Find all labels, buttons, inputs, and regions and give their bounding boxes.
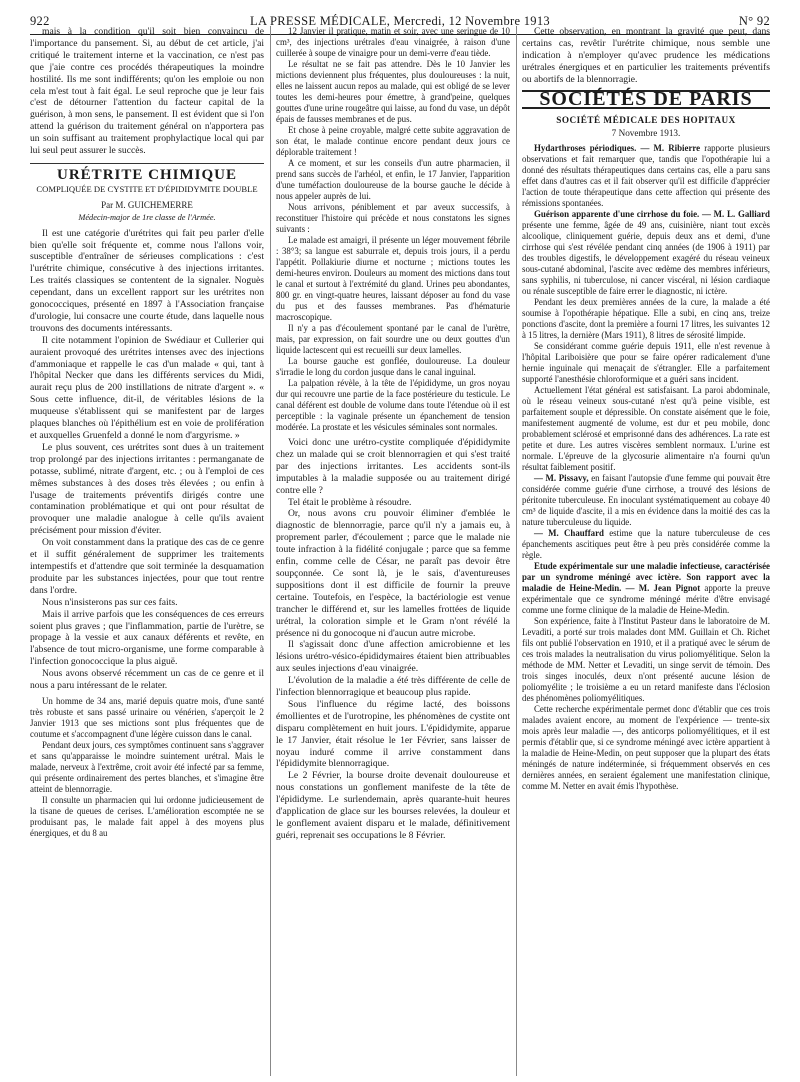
column-rule [516,26,517,1076]
case-report [30,696,264,839]
paragraph: Le plus souvent, ces urétrites sont dues à un traitement trop prolongé par des injections irritantes : permanganate de potasse, sublimé, nitrate d'argent, etc. ; ou à l'emploi de ces mêmes substances à des doses très élevées ; ou enfin à l'usage de traitements préventifs dirigés contre une contamination problématique et qui ont pour résultat de provoquer une maladie analogue à celle qu'ils avaient précisément pour mission d'éviter. [30,441,264,537]
society-reports [522,143,770,792]
report-text: Se considérant comme guérie depuis 1911, elle n'est revenue à l'hôpital Lariboisière que pour se faire opérer radicalement d'une hernie inguinale qui menaçait de s'étrangler. Elle a parfaitement supporté l'anesthésie chloroformique et a guéri sans incident. [522,341,770,385]
report-text: Son expérience, faite à l'Institut Pasteur dans le laboratoire de M. Levaditi, a porté sur trois malades dont MM. Guillain et Ch. Richet fils ont publié l'observation en 1910, et il a pratiqué avec le sérum de ces trois malades la neutralisation du virus poliomyélitique. Selon la méthode de MM. Netter et Levaditi, un singe servit de témoin. Des trois singes inoculés, deux n'ont présenté aucune lésion de poliomyélite ; le troisième a eu un retard manifeste dans l'éclosion des phénomènes poliomyélitiques. [522,616,770,704]
report-paragraph [522,143,770,209]
report-heading: — M. Chauffard [534,528,604,539]
report-heading: Etude expérimentale sur une maladie infectieuse, caractérisée par un syndrome méningé avec ictère. Son rapport avec la maladie de Heine-Medin. — M. Jean Pignot [522,561,770,594]
report-text: en faisant l'autopsie d'une femme qui pouvait être considérée comme guérie d'une cirrhose, a trouvé des lésions de péritonite tuberculeuse. En inoculant systématiquement au cobaye 40 cm³ de liquide d'ascite, il a mis en évidence dans la moitié des cas la nature tuberculeuse du liquide. [522,473,770,528]
report-heading: Hydarthroses périodiques. — M. Ribierre [534,143,701,154]
report-text: Actuellement l'état général est satisfaisant. La paroi abdominale, où le réseau veineux sous-cutané n'est qu'à peine visible, est parfaitement souple et dépressible. On constate aisément que le foie, manifestement augmenté de volume, est dur et peu mobile, donc probablement sclérosé et emprisonné dans des adhérences. La rate est petite et dure. Les autres viscères semblent normaux. L'urine est normale. L'épreuve de la glycosurie alimentaire n'a fourni qu'un résultat faiblement positif. [522,385,770,473]
report-paragraph [522,616,770,704]
divider [30,163,264,164]
society-name: SOCIÉTÉ MÉDICALE DES HOPITAUX [556,115,736,126]
paragraph: Or, nous avons cru pouvoir éliminer d'emblée le diagnostic de blennorragie, parce qu'il n'y a jamais eu, à proprement parler, d'écoulement ; parce que le malade nie toute infraction à la fidélité conjugale ; parce que sa femme enfin, comme celle de César, ne paraît pas devoir être soupçonnée. Ce sont là, je le sais, d'aventureuses suppositions dont il est difficile de fournir la preuve certaine. Toutefois, en l'espèce, la bactériologie est venue trancher le différend et, sur les lamelles frottées de liquide urétral, la coloration simple et le Gram n'ont révélé la présence ni du gonocoque ni d'aucun autre microbe. [276,508,510,639]
report-text: rapporte plusieurs observations et fait remarquer que, tandis que l'opothérapie lui a donné des résultats thérapeutiques dans certains cas, elle a paru sans effet dans d'autres cas et il fait observer qu'il est difficile d'apprécier l'action de toute thérapeutique dans cette affection qui présente des rémissions spontanées. [522,143,770,209]
report-text: apporte la preuve expérimentale que ce syndrome méningé mérite d'être envisagé comme une forme clinique de la maladie de Heine-Medin. [522,583,770,616]
report-paragraph [522,385,770,473]
report-text: estime que la nature tuberculeuse de ces épanchements ascitiques peut être à peu près considérée comme la règle. [522,528,770,561]
paragraph: Nous avons observé récemment un cas de ce genre et il nous a paru intéressant de le relater. [30,668,264,692]
paragraph: Le malade est amaigri, il présente un léger mouvement fébrile : 38°3; sa langue est saburrale et, depuis trois jours, il a perdu l'appétit. Pollakiurie diurne et nocturne ; mictions toutes les demi-heures environ. Douleurs au moment des mictions dans tout le canal et surtout à l'extrémité du gland. Urines peu abondantes, 800 gr. en vingt-quatre heures, laissant déposer au fond du vase du pus et des fausses membranes. Pas d'hématurie macroscopique. [276,235,510,322]
column-rule [270,26,271,1076]
article-title: URÉTRITE CHIMIQUE [57,166,237,183]
paragraph: Et chose à peine croyable, malgré cette subite aggravation de son état, le malade continue encore pendant deux jours ce déplorable traitement ! [276,125,510,157]
paragraph: Voici donc une urétro-cystite compliquée d'épididymite chez un malade qui se croit blennorragien et qui s'est traité par des injections irritantes. Les accidents sont-ils imputables à la maladie supposée ou au traitement dirigé contre elle ? [276,437,510,496]
paragraph: Nous n'insisterons pas sur ces faits. [42,596,178,608]
paragraph: On voit constamment dans la pratique des cas de ce genre et il suffit généralement de supprimer les traitements intempestifs et d'attendre que soit terminée la desquamation produite par les substances injectées, pour que tout rentre dans l'ordre. [30,537,264,596]
paragraph: Nous arrivons, péniblement et par aveux successifs, à reconstituer l'histoire qui précède et nous constatons les signes suivants : [276,202,510,234]
paragraph: Il s'agissait donc d'une affection amicrobienne et les lésions urétro-vésico-épididymaires étaient bien attribuables aux seules injections d'eau vinaigrée. [276,639,510,675]
report-paragraph [522,341,770,385]
paragraph: Tel était le problème à résoudre. [288,496,412,508]
paragraph: 12 Janvier il pratique, matin et soir, avec une seringue de 10 cm³, des injections urétrales d'eau vinaigrée, à raison d'une cuillerée à soupe de vinaigre pour un demi-verre d'eau tiède. [276,26,510,58]
report-paragraph [522,209,770,297]
report-paragraph [522,561,770,616]
case-report [276,26,510,433]
page-number: 922 [30,14,50,28]
issue-number: N° 92 [738,14,770,28]
paragraph: Mais il arrive parfois que les conséquences de ces erreurs soient plus graves ; que l'inflammation, partie de l'urètre, se propage à la vessie et aux canaux déférents et revête, en l'absence de tout micro-organisme, une forme comparable à l'infection gonococcique la plus aiguë. [30,608,264,668]
paragraph: Cette observation, en montrant la gravité que peut, dans certains cas, revêtir l'urétrite chimique, nous semble une indication à n'employer qu'avec prudence les médications urétrales énergiques et en particulier les traitements préventifs ou abortifs de la blennorragie. [522,26,770,85]
paragraph: Sous l'influence du régime lacté, des boissons émollientes et de l'urotropine, les phénomènes de cystite ont disparu complètement en huit jours. L'épididymite, apparue le 17 Janvier, était résolue le 1er Février, sans laisser de noyau induré comme il arrive constamment dans l'épididymite blennorragique. [276,698,510,770]
report-paragraph [522,297,770,341]
article-subtitle: COMPLIQUÉE DE CYSTITE ET D'ÉPIDIDYMITE DOUBLE [36,183,258,194]
session-date: 7 Novembre 1913. [611,128,681,139]
paragraph: Le 2 Février, la bourse droite devenait douloureuse et nous constations un gonflement manifeste de la tête de l'épididyme. Le surlendemain, après quarante-huit heures d'application de glace sur les bourses relevées, la douleur et le gonflement avaient disparu et le malade, définitivement guéri, reprenait ses occupations le 8 Février. [276,770,510,841]
paragraph: Le résultat ne se fait pas attendre. Dès le 10 Janvier les mictions deviennent plus fréquentes, plus douloureuses : la nuit, elles ne laissent aucun repos au malade, qui est obligé de se lever toutes les demi-heures pour émettre, à grand'peine, quelques gouttes d'une urine rougeâtre qui laisse, au fond du vase, un dépôt épais de fausses membranes et de pus. [276,59,510,124]
report-paragraph [522,473,770,528]
paragraph: Pendant deux jours, ces symptômes continuent sans s'aggraver et sans qu'apparaisse le moindre suintement urétral. Mais le malade, nerveux à l'extrême, croit avoir été infecté par sa femme, qui présente ordinairement des pertes blanches, et s'imagine être atteint de blennorragie. [30,739,264,794]
article-author: Par M. GUICHEMERRE [101,199,193,210]
paragraph: Il est une catégorie d'urétrites qui fait peu parler d'elle bien qu'elle soit fréquente et, comme nous l'allons voir, susceptible d'entraîner de sérieuses complications : c'est l'urétrite chimique, consécutive à des injections irritantes. Les traités classiques se contentent de la signaler. Noguès cependant, dans un excellent rapport sur les urétrites non gonococciques, présenté en 1897 à l'Association française d'urologie, lui consacre une courte étude, dans laquelle nous trouvons des documents intéressants. [30,227,264,334]
paragraph: Un homme de 34 ans, marié depuis quatre mois, d'une santé très robuste et sans passé urinaire ou vénérien, s'aperçoit le 2 Janvier 1913 que ses mictions sont plus fréquentes que de coutume et s'accompagnent d'une légère cuisson dans le canal. [30,695,264,739]
report-paragraph [522,704,770,792]
section-title: SOCIÉTÉS DE PARIS [522,90,770,110]
paragraph: Il consulte un pharmacien qui lui ordonne judicieusement de la tisane de queues de cerises. L'amélioration escomptée ne se produisant pas, le malade fait appel à des moyens plus énergiques, et du 8 au [30,794,264,838]
paragraph: A ce moment, et sur les conseils d'un autre pharmacien, il prend sans succès de l'arhéol, et enfin, le 17 Janvier, l'apparition d'une tuméfaction douloureuse de la bourse gauche le décide à nous appeler auprès de lui. [276,158,510,201]
report-text: Pendant les deux premières années de la cure, la malade a été soumise à l'opothérapie hépatique. Elle a subi, en cinq ans, treize ponctions d'ascite, dont la première a fourni 17 litres, les suivantes 12 à 15 litres, la dernière (Mars 1911), 8 litres de sérosité limpide. [522,297,770,341]
report-heading: Guérison apparente d'une cirrhose du foie. — M. L. Galliard [534,209,770,220]
paragraph: L'évolution de la maladie a été très différente de celle de l'infection blennorragique et beaucoup plus rapide. [276,675,510,699]
paragraph: La bourse gauche est gonflée, douloureuse. La douleur s'irradie le long du cordon jusque dans le canal inguinal. [276,356,510,377]
paragraph: Il cite notamment l'opinion de Swédiaur et Cullerier qui auraient provoqué des urétrites intenses avec des injections d'ammoniaque et rappelle le cas d'un malade « qui, tant à l'hôpital Necker que dans les différents services du Midi, aurait reçu plus de 200 instillations de nitrate d'argent ». « Sous cette influence, dit-il, de véritables lésions de la muqueuse s'établissent qui se manifestent par de larges plaques blanches où l'épithélium est en voie de prolifération et auxquelles Gruenfeld a donné le nom d'argyrisme. » [30,334,264,441]
column-1 [30,26,264,1076]
paragraph: mais à la condition qu'il soit bien convaincu de l'importance du pansement. Si, au début de cet article, j'ai critiqué le traitement interne et la vaccination, ce n'est pas que j'aie contre ces procédés thérapeutiques la moindre hostilité. Ils me sont indifférents; qu'on les emploie ou non cela m'est tout à fait égal. Le seul reproche que je leur fais c'est de détourner l'attention du facteur capital de la guérison, à mon sens, le pansement. Il est évident que si l'on attend la guérison du traitement général on n'apportera pas un soin suffisant au traitement prophylactique local qui par lui seul peut assurer le succès. [30,26,264,157]
journal-title: LA PRESSE MÉDICALE, Mercredi, 12 Novembre 1913 [250,14,550,28]
paragraph: Il n'y a pas d'écoulement spontané par le canal de l'urètre, mais, par expression, on fait sourdre une ou deux gouttes d'un liquide lactescent qui est recueilli sur deux lamelles. [276,323,510,355]
report-heading: — M. Pissavy, [534,473,589,484]
report-text: Cette recherche expérimentale permet donc d'établir que ces trois malades avaient encore, au moment de l'expérience — trente-six mois après leur maladie —, des anticorps poliomyélitiques, et il est permis d'établir que, si ce syndrome méningé avec ictère appartient à la maladie de Heine-Medin, on peut supposer que la plupart des états méningés de nature indéterminée, si fréquemment observés en ces dernières années, en seraient également une manifestation clinique, comme M. Netter en avait émis l'hypothèse. [522,704,770,792]
author-rank: Médecin-major de 1re classe de l'Armée. [78,212,216,222]
report-paragraph [522,528,770,561]
column-3 [522,26,770,1076]
report-text: présente une femme, âgée de 49 ans, cuisinière, niant tout excès alcoolique, cliniquement guérie, depuis deux ans et demi, d'une cirrhose qui s'est révélée pendant cinq années (de 1906 à 1911) par des troubles digestifs, le développement exagéré du réseau veineux sous-cutané abdominal, l'ascite avec œdème des membres inférieurs, sans syphilis, ni tuberculose, ni cancer viscéral, ni lésion cardiaque ou rénale susceptible de faire errer le diagnostic, ni ictère. [522,220,770,297]
column-2 [276,26,510,1076]
paragraph: La palpation révèle, à la tête de l'épididyme, un gros noyau dur qui recouvre une partie de la face postérieure du testicule. Le canal déférent est double de volume dans toute l'étendue où il est perceptible : la vaginale présente un épanchement de tension modérée. La prostate et les vésicules séminales sont normales. [276,378,510,432]
